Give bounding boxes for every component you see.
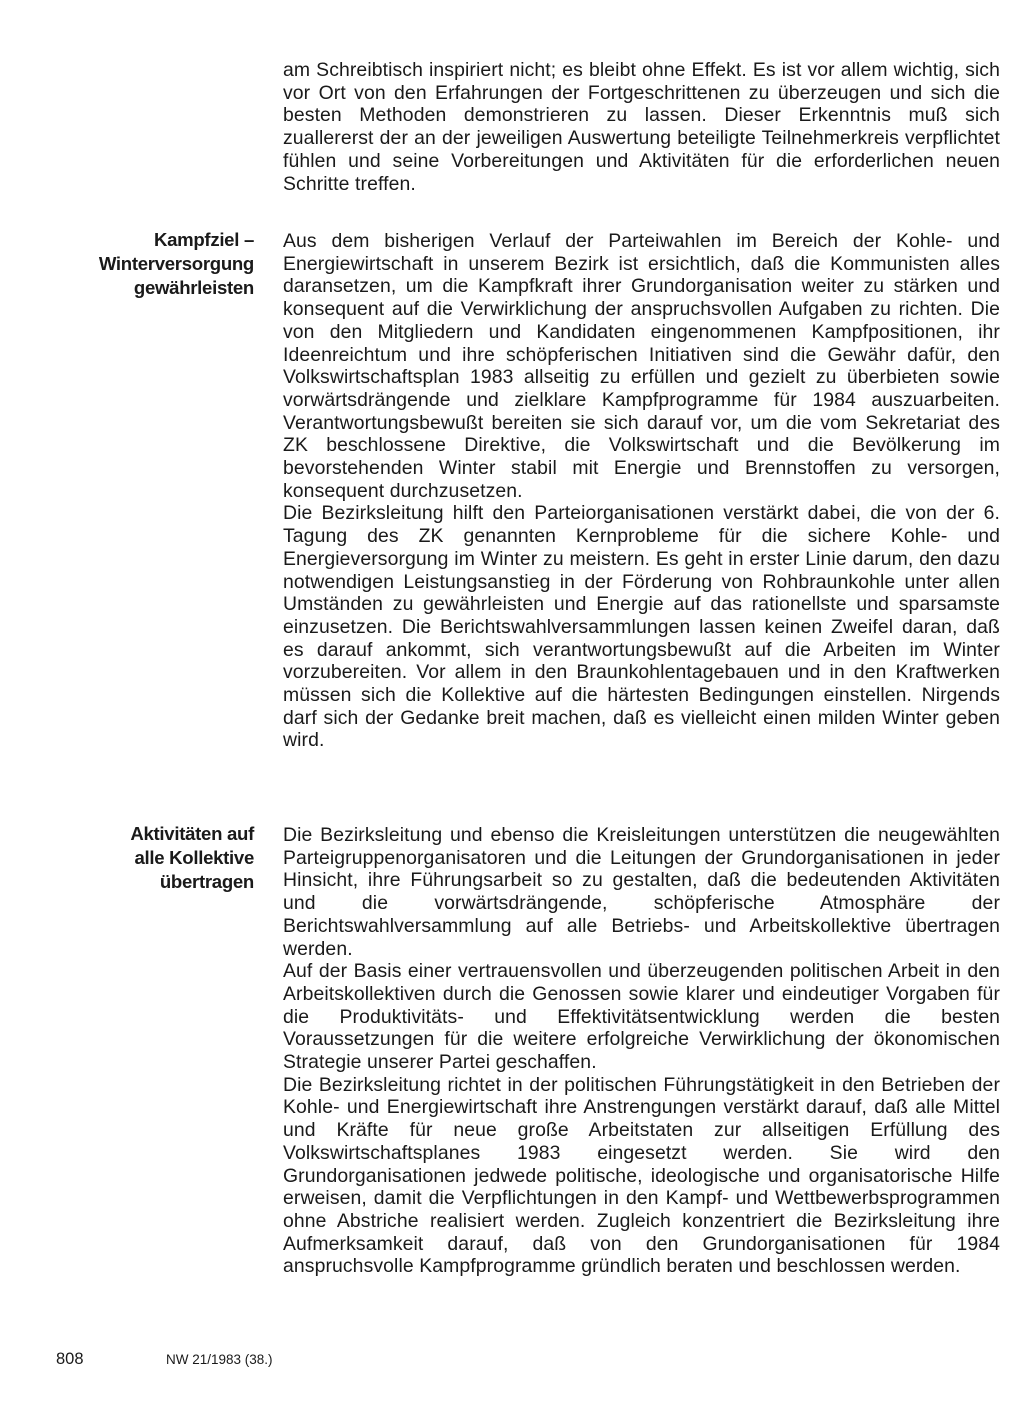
heading-line: Winterversorgung <box>98 253 254 274</box>
heading-line: Aktivitäten auf <box>130 823 254 844</box>
section-kampfziel-text <box>283 230 1000 752</box>
paragraph: Die Bezirksleitung richtet in der politischen Führungstätigkeit in den Betrieben der Kohle- und Energiewirtschaft ihre Anstrengungen verstärkt darauf, daß alle Mittel und Kräfte für neue große Arbeitstaten zur allseitigen Erfüllung des Volkswirtschaftsplanes 1983 eingesetzt werden. Sie wird den Grundorganisationen jedwede politische, ideologische und organisatorische Hilfe erweisen, damit die Verpflichtungen in den Kampf- und Wettbewerbsprogrammen ohne Abstriche realisiert werden. Zugleich konzentriert die Bezirksleitung ihre Aufmerksamkeit darauf, daß von den Grundorganisationen für 1984 anspruchsvolle Kampfprogramme gründlich beraten und beschlossen werden. <box>283 1073 1000 1278</box>
paragraph: am Schreibtisch inspiriert nicht; es bleibt ohne Effekt. Es ist vor allem wichtig, sich vor Ort von den Erfahrungen der Fortgeschrittenen zu überzeugen und sich die besten Methoden demonstrieren zu lassen. Dieser Erkenntnis muß sich zuallererst der an der jeweiligen Auswertung beteiligte Teilnehmerkreis verpflichtet fühlen und seine Vorbereitungen und Aktivitäten für die erforderlichen neuen Schritte treffen. <box>283 59 1000 195</box>
paragraph: Auf der Basis einer vertrauensvollen und überzeugenden politischen Arbeit in den Arbeitskollektiven durch die Genossen sowie klarer und eindeutiger Vorgaben für die Produktivitäts- und Effektivitätsentwicklung werden die besten Voraussetzungen für die weitere erfolgreiche Verwirklichung der ökonomischen Strategie unserer Partei geschaffen. <box>283 960 1000 1074</box>
side-heading-aktivitaeten <box>54 822 254 894</box>
heading-line: übertragen <box>159 871 254 892</box>
intro-text <box>283 59 1000 195</box>
heading-line: Kampfziel – <box>153 229 254 250</box>
page-number: 808 <box>56 1350 84 1368</box>
side-heading-kampfziel <box>54 228 254 300</box>
paragraph: Aus dem bisherigen Verlauf der Parteiwahlen im Bereich der Kohle- und Energiewirtschaft in unserem Bezirk ist ersichtlich, daß die Kommunisten alles daransetzen, um die Kampfkraft ihrer Grundorganisation weiter zu stärken und konsequent auf die Verwirklichung der anspruchsvollen Aufgaben zu richten. Die von den Mitgliedern und Kandidaten eingenommenen Kampfpositionen, ihr Ideenreichtum und ihre schöpferischen Initiativen sind die Gewähr dafür, den Volkswirtschaftsplan 1983 allseitig zu erfüllen und gezielt zu überbieten sowie vorwärtsdrängende und zielklare Kampfprogramme für 1984 auszuarbeiten. Verantwortungsbewußt bereiten sie sich darauf vor, um die vom Sekretariat des ZK beschlossene Direktive, die Volkswirtschaft und die Bevölkerung im bevorstehenden Winter stabil mit Energie und Brennstoffen zu versorgen, konsequent durchzusetzen. <box>283 230 1000 502</box>
paragraph: Die Bezirksleitung und ebenso die Kreisleitungen unterstützen die neugewählten Parteigruppenorganisatoren und die Leitungen der Grundorganisationen in jeder Hinsicht, ihre Führungsarbeit so zu gestalten, daß die bedeutenden Aktivitäten und die vorwärtsdrängende, schöpferische Atmosphäre der Berichtswahlversammlung auf alle Betriebs- und Arbeitskollektive übertragen werden. <box>283 824 1000 960</box>
paragraph: Die Bezirksleitung hilft den Parteiorganisationen verstärkt dabei, die von der 6. Tagung des ZK genannten Kernprobleme für die sichere Kohle- und Energieversorgung im Winter zu meistern. Es geht in erster Linie darum, den dazu notwendigen Leistungsanstieg in der Förderung von Rohbraunkohle unter allen Umständen zu gewährleisten und Energie auf das rationellste und sparsamste einzusetzen. Die Berichtswahlversammlungen lassen keinen Zweifel daran, daß es darauf ankommt, sich verantwortungsbewußt auf die Arbeiten im Winter vorzubereiten. Vor allem in den Braunkohlentagebauen und in den Kraftwerken müssen sich die Kollektive auf die härtesten Bedingungen einstellen. Nirgends darf sich der Gedanke breit machen, daß es vielleicht einen milden Winter geben wird. <box>283 502 1000 752</box>
journal-citation: NW 21/1983 (38.) <box>166 1352 273 1367</box>
section-aktivitaeten-text <box>283 824 1000 1278</box>
heading-line: gewährleisten <box>133 277 254 298</box>
heading-line: alle Kollektive <box>134 847 254 868</box>
